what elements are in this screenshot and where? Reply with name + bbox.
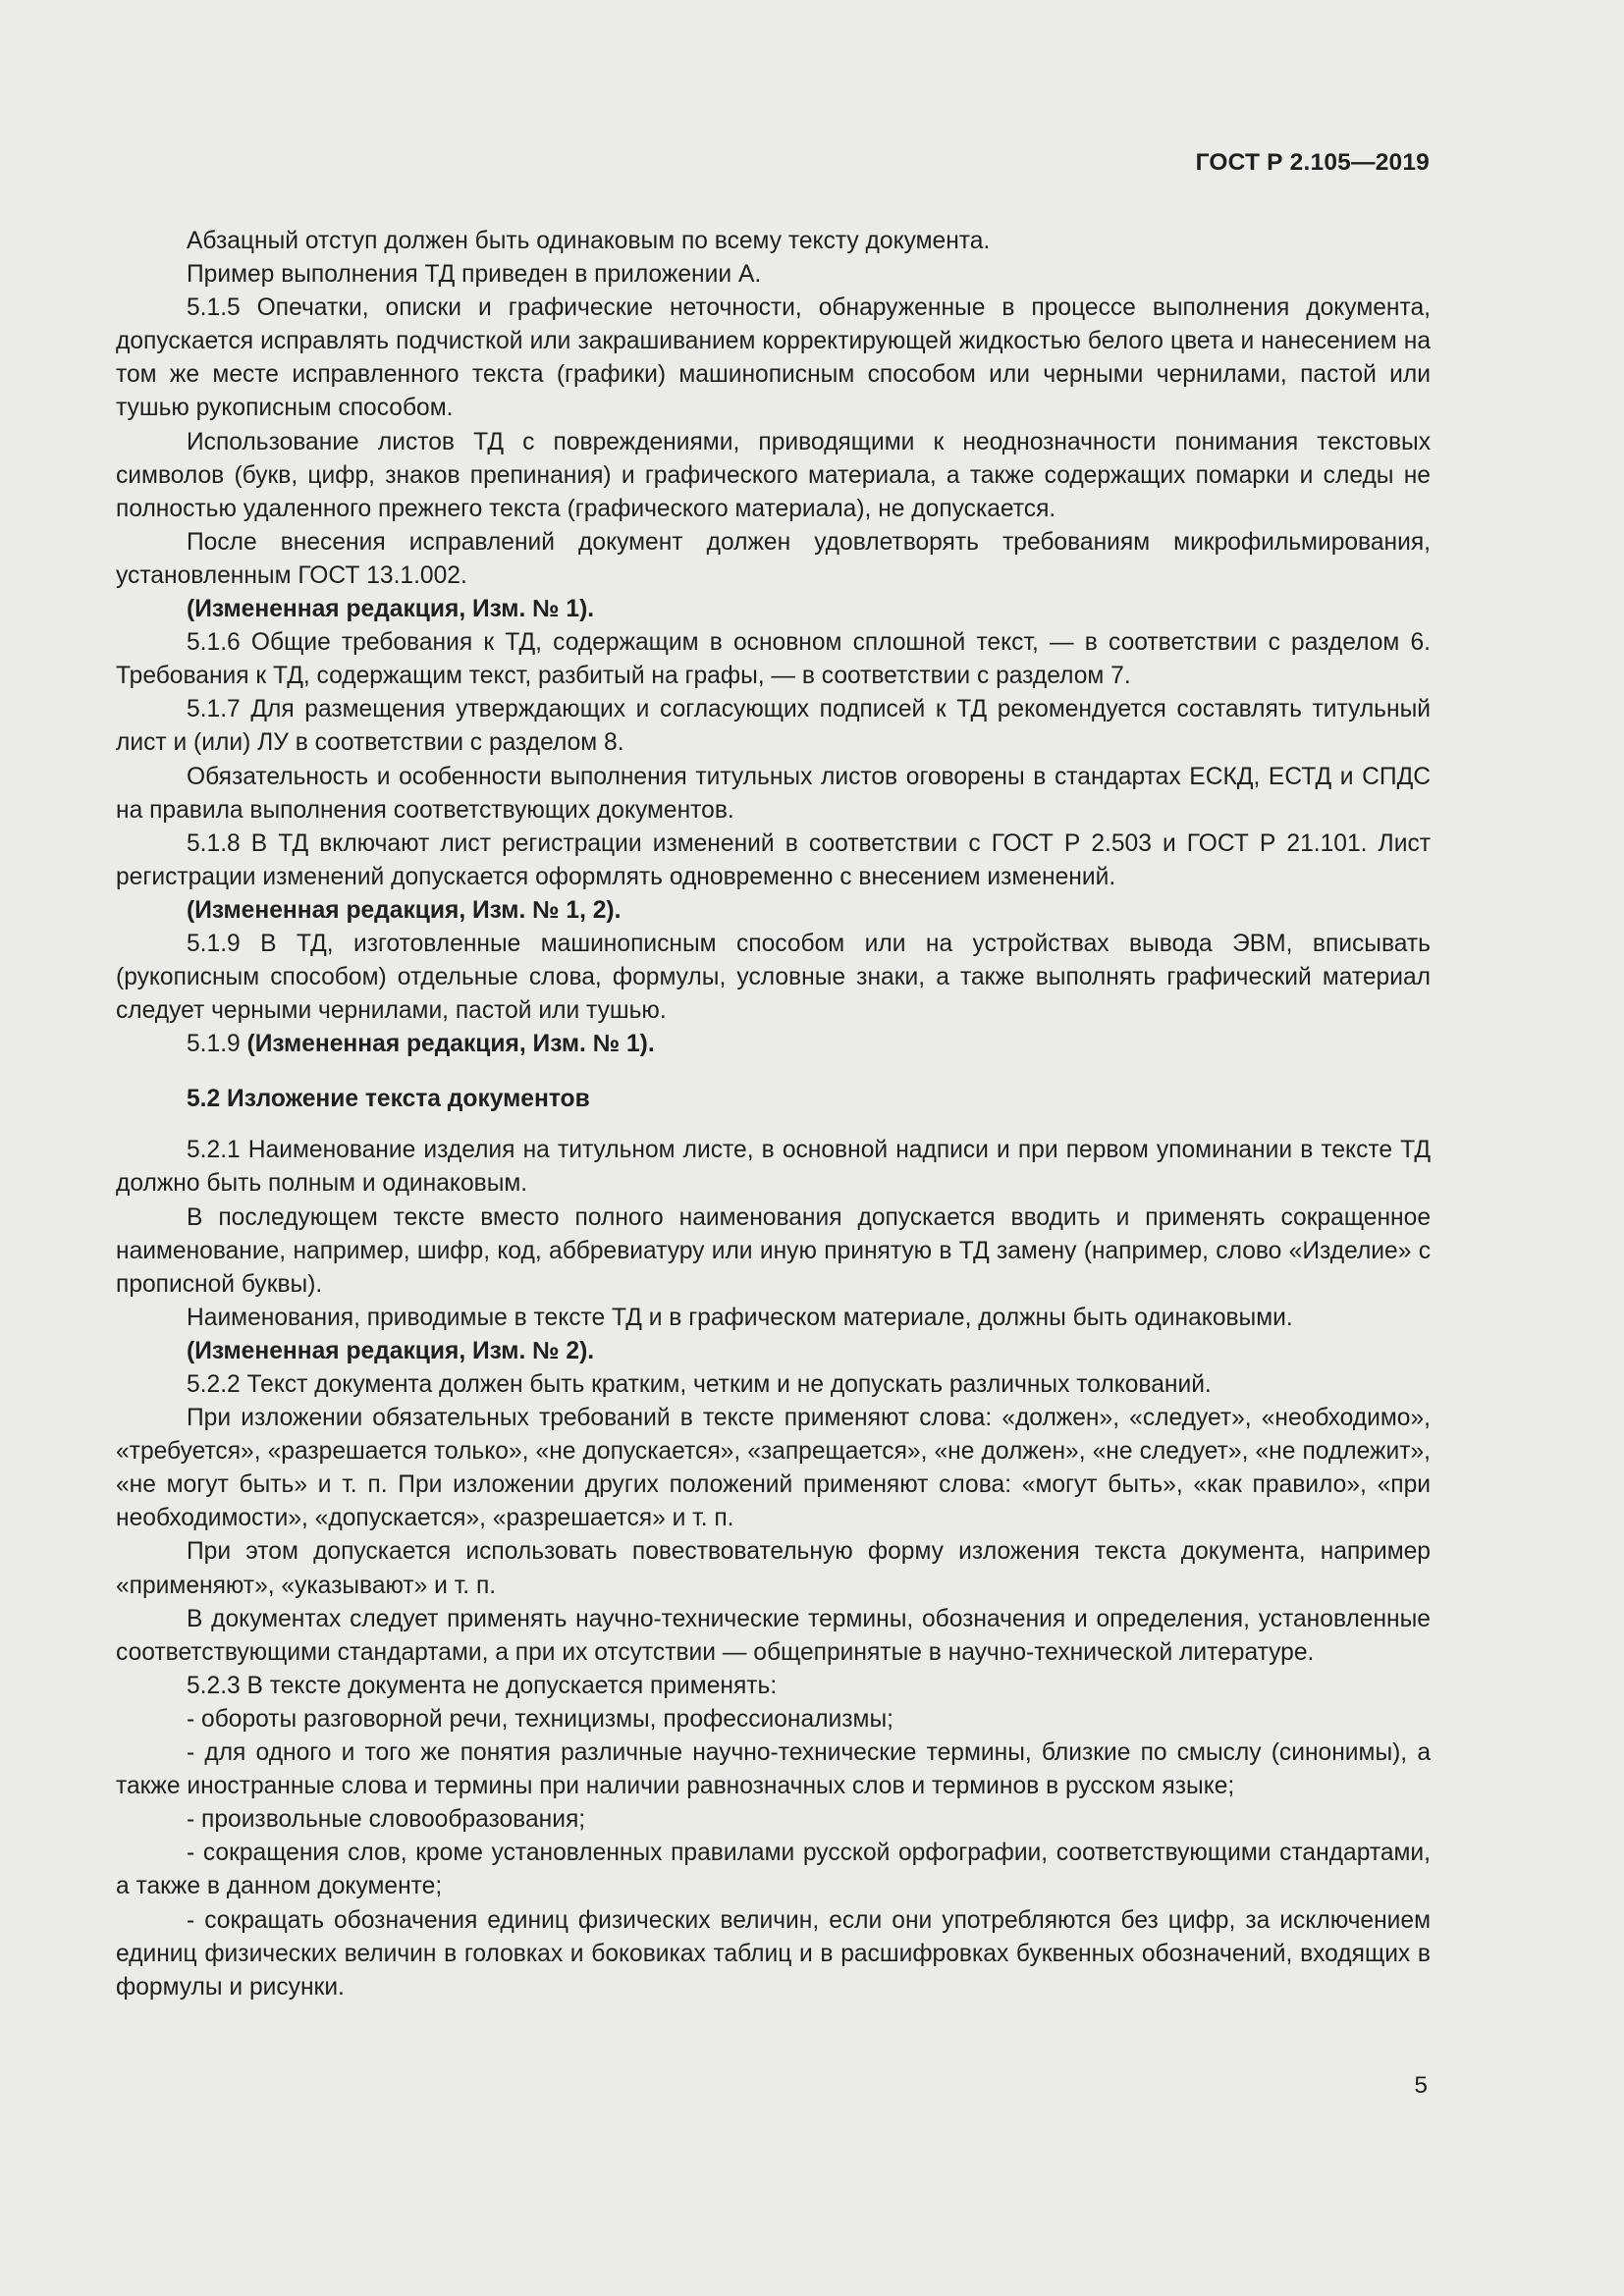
document-body	[116, 225, 1431, 2004]
text-paragraph: Пример выполнения ТД приведен в приложении А.	[187, 261, 762, 289]
text-paragraph: При изложении обязательных требований в тексте применяют слова: «должен», «следует», «необходимо», «требуется», «разрешается только», «не допускается», «запрещается», «не должен», «не следует», «не подлежит», «не могут быть» и т. п. При изложении других положений применяют слова: «могут быть», «как правило», «при необходимости», «допускается», «разрешается» и т. п.	[116, 1405, 1431, 1532]
paragraphs-before-section	[116, 225, 1431, 1028]
amendment-note-paragraph: (Измененная редакция, Изм. № 1, 2).	[187, 896, 622, 924]
paragraphs-after-section	[116, 1134, 1431, 2003]
text-paragraph: После внесения исправлений документ должен удовлетворять требованиям микрофильмирования, установленным ГОСТ 13.1.002.	[116, 528, 1431, 589]
text-paragraph: - обороты разговорной речи, техницизмы, профессионализмы;	[187, 1705, 893, 1733]
text-paragraph: Использование листов ТД с повреждениями, приводящими к неоднозначности понимания текстовых символов (букв, цифр, знаков препинания) и графического материала, а также содержащих помарки и следы не полностью удаленного прежнего текста (графического материала), не допускается.	[116, 428, 1431, 522]
text-paragraph: Обязательность и особенности выполнения титульных листов оговорены в стандартах ЕСКД, ЕСТД и СПДС на правила выполнения соответствующих документов.	[116, 763, 1431, 824]
clause-number: 5.1.9	[187, 1031, 247, 1058]
text-paragraph: - для одного и того же понятия различные научно-технические термины, близкие по смыслу (синонимы), а также иностранные слова и термины при наличии равнозначных слов и терминов в русском языке;	[116, 1739, 1431, 1800]
text-paragraph: При этом допускается использовать повествовательную форму изложения текста документа, например «применяют», «указывают» и т. п.	[116, 1538, 1431, 1599]
text-paragraph: 5.1.5 Опечатки, описки и графические неточности, обнаруженные в процессе выполнения документа, допускается исправлять подчисткой или закрашиванием корректирующей жидкостью белого цвета и нанесением на том же месте исправленного текста (графики) машинописным способом или черными чернилами, пастой или тушью рукописным способом.	[116, 294, 1431, 422]
text-paragraph: - сокращения слов, кроме установленных правилами русской орфографии, соответствующими стандартами, а также в данном документе;	[116, 1840, 1431, 1900]
text-paragraph: - сокращать обозначения единиц физических величин, если они употребляются без цифр, за исключением единиц физических величин в головках и боковиках таблиц и в расшифровках буквенных обозначений, входящих в формулы и рисунки.	[116, 1906, 1431, 2001]
text-paragraph: 5.2.1 Наименование изделия на титульном листе, в основной надписи и при первом упоминании в тексте ТД должно быть полным и одинаковым.	[116, 1137, 1431, 1198]
amendment-note-paragraph: (Измененная редакция, Изм. № 2).	[187, 1337, 595, 1364]
text-paragraph: В последующем тексте вместо полного наименования допускается вводить и применять сокращенное наименование, например, шифр, код, аббревиатуру или иную принятую в ТД замену (например, слово «Изделие» с прописной буквы).	[116, 1203, 1431, 1298]
document-number-header: ГОСТ Р 2.105—2019	[1195, 149, 1430, 176]
amendment-note-paragraph: (Измененная редакция, Изм. № 1).	[187, 596, 595, 623]
text-paragraph: 5.1.7 Для размещения утверждающих и согласующих подписей к ТД рекомендуется составлять титульный лист и (или) ЛУ в соответствии с разделом 8.	[116, 696, 1431, 757]
text-paragraph: Абзацный отступ должен быть одинаковым по всему тексту документа.	[187, 228, 991, 254]
section-heading: 5.2 Изложение текста документов	[187, 1086, 590, 1113]
text-paragraph: - произвольные словообразования;	[187, 1806, 586, 1834]
text-paragraph: 5.2.3 В тексте документа не допускается применять:	[187, 1672, 778, 1699]
page-number: 5	[1414, 2072, 1428, 2099]
text-paragraph: Наименования, приводимые в тексте ТД и в графическом материале, должны быть одинаковыми.	[187, 1304, 1293, 1331]
amendment-note: (Измененная редакция, Изм. № 1).	[246, 1031, 655, 1058]
text-paragraph: 5.1.9 В ТД, изготовленные машинописным способом или на устройствах вывода ЭВМ, вписывать (рукописным способом) отдельные слова, формулы, условные знаки, а также выполнять графический материал следует черными чернилами, пастой или тушью.	[116, 930, 1431, 1025]
text-paragraph: 5.1.8 В ТД включают лист регистрации изменений в соответствии с ГОСТ Р 2.503 и ГОСТ Р 21.101. Лист регистрации изменений допускается оформлять одновременно с внесением изменений.	[116, 829, 1431, 890]
amendment-note-paragraph	[116, 1028, 1431, 1061]
text-paragraph: В документах следует применять научно-технические термины, обозначения и определения, установленные соответствующими стандартами, а при их отсутствии — общепринятые в научно-технической литературе.	[116, 1605, 1431, 1666]
text-paragraph: 5.1.6 Общие требования к ТД, содержащим в основном сплошной текст, — в соответствии с разделом 6. Требования к ТД, содержащим текст, разбитый на графы, — в соответствии с разделом 7.	[116, 629, 1431, 690]
text-paragraph: 5.2.2 Текст документа должен быть кратким, четким и не допускать различных толкований.	[187, 1371, 1212, 1398]
